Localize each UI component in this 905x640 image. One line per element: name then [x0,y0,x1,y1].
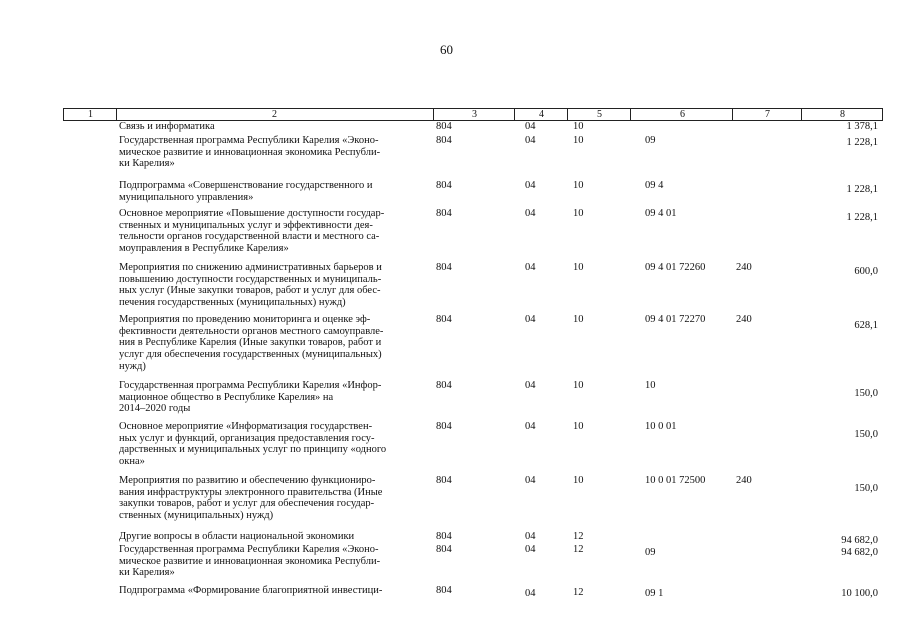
row-name: Связь и информатика [119,121,215,132]
row-col-6: 09 [645,135,656,146]
row-col-3: 804 [436,531,452,542]
row-col-5: 10 [573,180,584,191]
row-name: Государственная программа Республики Карелия «Инфор- мационное общество в Республике Карелия» на 2014–2020 годы [119,380,382,415]
row-col-4: 04 [525,531,536,542]
row-col-3: 804 [436,121,452,132]
header-divider [433,109,434,120]
header-col-4: 4 [539,109,544,120]
header-divider [567,109,568,120]
row-col-5: 10 [573,262,584,273]
row-col-5: 12 [573,544,584,555]
row-name: Мероприятия по проведению мониторинга и оценке эф- фективности деятельности органов местного самоуправле- ния в Республике Карелия (Иные закупки товаров, работ и услуг для обеспечения государственных (муниципальных) нужд) [119,314,384,372]
row-col-4: 04 [525,475,536,486]
row-col-3: 804 [436,262,452,273]
row-col-8: 600,0 [854,266,878,277]
header-col-1: 1 [88,109,93,120]
header-divider [732,109,733,120]
header-divider [801,109,802,120]
row-name: Подпрограмма «Формирование благоприятной инвестици- [119,585,383,596]
row-name: Государственная программа Республики Карелия «Эконо- мическое развитие и инновационная экономика Республи- ки Карелия» [119,544,381,579]
row-col-3: 804 [436,475,452,486]
row-col-6: 09 4 01 72260 [645,262,706,273]
row-col-8: 628,1 [854,320,878,331]
header-divider [514,109,515,120]
row-col-4: 04 [525,135,536,146]
row-col-8: 1 378,1 [846,121,878,132]
row-col-6: 10 0 01 72500 [645,475,706,486]
row-col-5: 10 [573,421,584,432]
row-col-4: 04 [525,380,536,391]
row-col-8: 150,0 [854,388,878,399]
page-number: 60 [440,42,453,57]
row-col-8: 150,0 [854,429,878,440]
row-col-3: 804 [436,314,452,325]
row-col-8: 10 100,0 [841,588,878,599]
row-col-5: 10 [573,208,584,219]
row-col-6: 10 [645,380,656,391]
row-col-4: 04 [525,262,536,273]
row-col-4: 04 [525,208,536,219]
row-col-7: 240 [736,314,752,325]
header-col-5: 5 [597,109,602,120]
row-col-4: 04 [525,314,536,325]
row-col-6: 10 0 01 [645,421,677,432]
row-col-8: 1 228,1 [846,137,878,148]
row-col-3: 804 [436,544,452,555]
row-col-8: 94 682,0 [841,547,878,558]
row-col-4: 04 [525,588,536,599]
header-col-6: 6 [680,109,685,120]
row-col-4: 04 [525,121,536,132]
row-col-6: 09 [645,547,656,558]
header-divider [630,109,631,120]
row-col-7: 240 [736,262,752,273]
row-col-3: 804 [436,135,452,146]
row-col-5: 12 [573,531,584,542]
table-body [63,121,881,640]
header-col-2: 2 [272,109,277,120]
header-col-7: 7 [765,109,770,120]
header-col-8: 8 [840,109,845,120]
row-col-5: 10 [573,475,584,486]
row-col-8: 150,0 [854,483,878,494]
row-col-5: 10 [573,135,584,146]
row-name: Подпрограмма «Совершенствование государственного и муниципального управления» [119,180,373,203]
row-name: Мероприятия по развитию и обеспечению функциониро- вания инфраструктуры электронного правительства (Иные закупки товаров, работ и услуг для обеспечения государ- ственных (муниципальных) нужд) [119,475,383,522]
row-name: Основное мероприятие «Информатизация государствен- ных услуг и функций, организация предоставления госу- дарственных и муниципальных услуг по принципу «одного окна» [119,421,387,468]
row-col-3: 804 [436,380,452,391]
row-col-8: 1 228,1 [846,212,878,223]
row-col-3: 804 [436,421,452,432]
row-name: Другие вопросы в области национальной экономики [119,531,355,542]
row-col-5: 10 [573,121,584,132]
row-col-7: 240 [736,475,752,486]
row-col-8: 94 682,0 [841,535,878,546]
row-col-4: 04 [525,544,536,555]
table-header [63,108,883,121]
header-divider [116,109,117,120]
row-col-5: 12 [573,587,584,598]
row-col-6: 09 1 [645,588,664,599]
row-col-6: 09 4 [645,180,664,191]
row-col-3: 804 [436,585,452,596]
row-col-5: 10 [573,380,584,391]
row-col-6: 09 4 01 72270 [645,314,706,325]
row-col-8: 1 228,1 [846,184,878,195]
row-col-5: 10 [573,314,584,325]
row-col-6: 09 4 01 [645,208,677,219]
row-name: Основное мероприятие «Повышение доступности государ- ственных и муниципальных услуг и эффективности дея- тельности органов государственной власти и местного са- моуправления в Республике Карелия» [119,208,385,255]
row-name: Мероприятия по снижению административных барьеров и повышению доступности государственных и муниципаль- ных услуг (Иные закупки товаров, работ и услуг для обес- печения государственных (муниципальных) нужд) [119,262,382,309]
row-name: Государственная программа Республики Карелия «Эконо- мическое развитие и инновационная экономика Республи- ки Карелия» [119,135,381,170]
row-col-4: 04 [525,180,536,191]
row-col-3: 804 [436,180,452,191]
row-col-3: 804 [436,208,452,219]
header-col-3: 3 [472,109,477,120]
row-col-4: 04 [525,421,536,432]
